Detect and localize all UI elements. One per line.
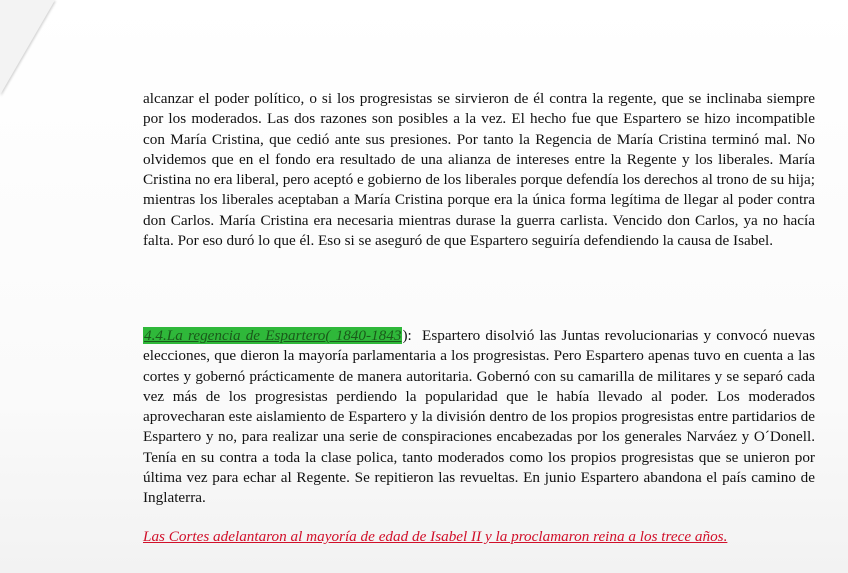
paragraph-espartero-body: Espartero disolvió las Juntas revolucionarias y convocó nuevas elecciones, que dieron la mayoría parlamentaria a los progresistas. Pero Espartero apenas tuvo en cuenta a las cortes y gobernó prácticamente de manera autoritaria. Gobernó con su camarilla de militares y se separó cada vez más de los progresistas perdiendo la popularidad que le había llevado al poder. Los moderados aprovecharan este aislamiento de Espartero y la división dentro de los propios progresistas entre partidarios de Espartero y no, para realizar una serie de conspiraciones encabezadas por los generales Narváez y O´Donell. Tenía en su contra a toda la clase polica, tanto moderados como los propios progresistas que se unieron por última vez para echar al Regente. Se repitieron las revueltas. En junio Espartero abandona el país camino de Inglaterra. <box>143 327 816 507</box>
section-heading: 4.4.La regencia de Espartero( 1840-1843 <box>144 327 402 344</box>
paragraph-regencia-espartero <box>143 326 815 509</box>
paragraph-regencia-maria-cristina: alcanzar el poder político, o si los progresistas se sirvieron de él contra la regente, que se inclinaba siempre por los moderados. Las dos razones son posibles a la vez. El hecho fue que Espartero se hizo incompatible con María Cristina, que cedió ante sus presiones. Por tanto la Regencia de María Cristina terminó mal. No olvidemos que en el fondo era resultado de una alianza de intereses entre la Regente y los liberales. María Cristina no era liberal, pero aceptó e gobierno de los liberales porque defendía los derechos al trono de su hija; mientras los liberales aceptaban a María Cristina porque era la única forma legítima de llegar al poder contra don Carlos. María Cristina era necesaria mientras durase la guerra carlista. Vencido don Carlos, ya no hacía falta. Por eso duró lo que él. Eso si se aseguró de que Espartero seguiría defendiendo la causa de Isabel. <box>143 90 815 250</box>
section-heading-suffix: ): <box>402 327 412 344</box>
folded-corner <box>0 0 55 95</box>
highlighted-conclusion: Las Cortes adelantaron al mayoría de edad de Isabel II y la proclamaron reina a los trece años. <box>143 528 728 545</box>
